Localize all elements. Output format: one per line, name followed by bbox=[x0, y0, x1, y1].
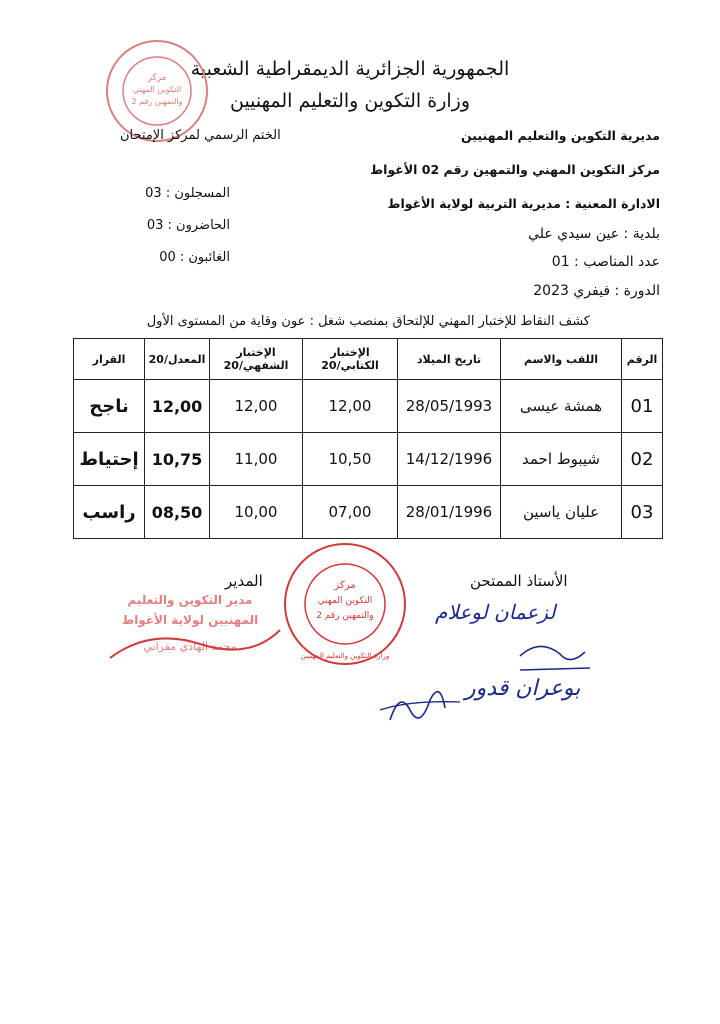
stamp-text-line: التكوين المهني bbox=[132, 85, 182, 94]
cell-birthdate: 28/01/1996 bbox=[398, 486, 501, 539]
cell-written: 12,00 bbox=[303, 380, 398, 433]
stamp-label: الختم الرسمي لمركز الإمتحان bbox=[120, 128, 281, 143]
info-administration: الادارة المعنية : مديرية التربية لولاية الأغواط bbox=[387, 196, 660, 211]
stamp-text-line: التكوين المهني bbox=[317, 596, 373, 606]
cell-rank: 03 bbox=[622, 486, 663, 539]
cell-oral: 10,00 bbox=[210, 486, 303, 539]
info-positions: عدد المناصب : 01 bbox=[551, 254, 660, 270]
table-row bbox=[74, 486, 663, 539]
col-header: تاريخ الميلاد bbox=[398, 339, 501, 380]
col-header: المعدل/20 bbox=[145, 339, 210, 380]
info-municipality: بلدية : عين سيدي علي bbox=[528, 226, 660, 242]
col-header: اللقب والاسم bbox=[501, 339, 622, 380]
cell-oral: 11,00 bbox=[210, 433, 303, 486]
signature-marks bbox=[370, 630, 630, 740]
cell-decision: ناجح bbox=[74, 380, 145, 433]
info-center: مركز التكوين المهني والتمهين رقم 02 الأغواط bbox=[370, 162, 660, 177]
cell-birthdate: 14/12/1996 bbox=[398, 433, 501, 486]
stamp-text-line: والتمهين رقم 2 bbox=[131, 97, 183, 106]
cell-name: همشة عيسى bbox=[501, 380, 622, 433]
cell-name: عليان ياسين bbox=[501, 486, 622, 539]
count-present: الحاضرون : 03 bbox=[146, 218, 230, 233]
table-title: كشف النقاط للإختبار المهني للإلتحاق بمنصب شغل : عون وقاية من المستوى الأول bbox=[146, 314, 590, 329]
director-stamp bbox=[90, 588, 290, 668]
stamp-text-line: وزارة التكوين والتعليم المهنيين bbox=[300, 652, 390, 660]
cell-average: 12,00 bbox=[145, 380, 210, 433]
stamp-text-line: مركز bbox=[147, 73, 167, 83]
results-table bbox=[73, 338, 663, 539]
cell-written: 07,00 bbox=[303, 486, 398, 539]
table-header-row bbox=[74, 339, 663, 380]
director-stamp-line: المهنيين لولاية الأغواط bbox=[121, 613, 259, 627]
cell-decision: إحتياط bbox=[74, 433, 145, 486]
director-title: المدير bbox=[225, 572, 263, 590]
examiner-name-2: بوعران قدور bbox=[465, 676, 581, 701]
col-header: الإختبار الكتابي/20 bbox=[303, 339, 398, 380]
cell-rank: 02 bbox=[622, 433, 663, 486]
stamp-text-line: والتمهين رقم 2 bbox=[316, 611, 374, 621]
col-header: الإختبار الشفهي/20 bbox=[210, 339, 303, 380]
col-header: الرقم bbox=[622, 339, 663, 380]
count-registered: المسجلون : 03 bbox=[145, 186, 230, 201]
cell-oral: 12,00 bbox=[210, 380, 303, 433]
info-session: الدورة : فيفري 2023 bbox=[533, 283, 660, 299]
count-absent: الغائبون : 00 bbox=[159, 250, 230, 265]
examiner-title: الأستاذ الممتحن bbox=[470, 572, 568, 590]
header-republic: الجمهورية الجزائرية الديمقراطية الشعبية bbox=[190, 58, 510, 80]
cell-written: 10,50 bbox=[303, 433, 398, 486]
table-row bbox=[74, 433, 663, 486]
cell-rank: 01 bbox=[622, 380, 663, 433]
col-header: القرار bbox=[74, 339, 145, 380]
director-stamp-line: محمد الهادي مقراني bbox=[143, 640, 237, 653]
director-stamp-line: مدير التكوين والتعليم bbox=[127, 593, 253, 607]
stamp-text-line: مركز bbox=[334, 580, 356, 591]
cell-name: شيبوط احمد bbox=[501, 433, 622, 486]
info-directorate: مديرية التكوين والتعليم المهنيين bbox=[461, 128, 660, 143]
cell-birthdate: 28/05/1993 bbox=[398, 380, 501, 433]
header-ministry: وزارة التكوين والتعليم المهنيين bbox=[229, 90, 471, 112]
examiner-name-1: لزعمان لوعلام bbox=[435, 600, 556, 624]
table-row bbox=[74, 380, 663, 433]
cell-decision: راسب bbox=[74, 486, 145, 539]
cell-average: 08,50 bbox=[145, 486, 210, 539]
cell-average: 10,75 bbox=[145, 433, 210, 486]
